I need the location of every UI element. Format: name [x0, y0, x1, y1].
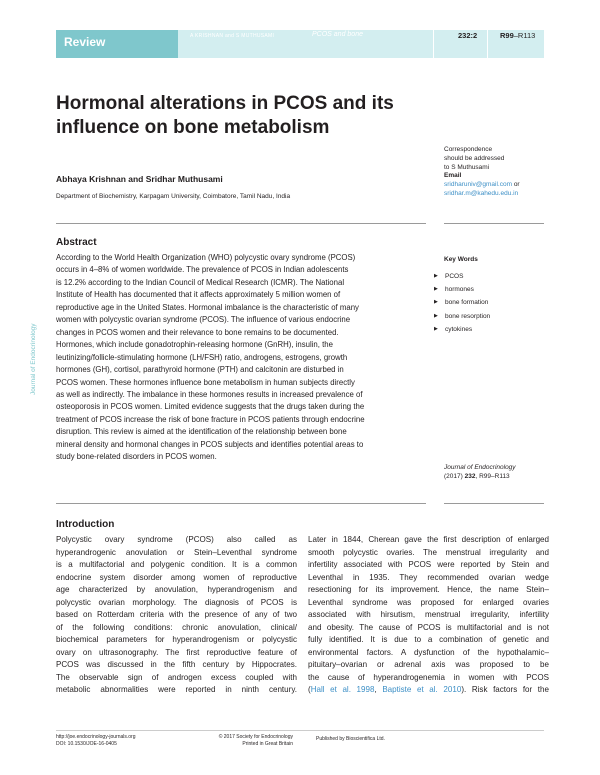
body-line: resectioning for its improvement. Hence, the name Stein–: [308, 585, 549, 594]
abstract-line: is 12.2% according to the Indian Council of Medical Research (ICMR). The National: [56, 277, 345, 287]
abstract-line: osteoporosis in PCOS women. Limited evidence suggests that the drugs taken during the: [56, 402, 365, 412]
abstract-line: women with polycystic ovarian syndrome (PCOS). The influence of various endocrine: [56, 315, 351, 325]
abstract-line: PCOS women. These hormones influence bone metabolism in human subjects directly: [56, 377, 355, 387]
triangle-bullet-icon: ▶: [434, 273, 438, 279]
keyword-label: bone formation: [445, 299, 489, 307]
abstract-line: Institute of Health has documented that it affects approximately 5 million women of: [56, 290, 341, 300]
keyword-label: PCOS: [445, 273, 464, 280]
running-section: PCOS and bone: [312, 31, 363, 38]
citation-line: (2017) 232, R99–R113: [444, 473, 510, 480]
body-line: polycystic ovarian morphology. The diagnosis of PCOS is: [56, 597, 297, 607]
body-line: biochemical parameters for hyperandrogenism or polycystic: [56, 635, 297, 644]
keyword-item: [434, 283, 490, 296]
body-line: The observable sign of androgen excess coupled with: [56, 672, 297, 682]
footer-divider: [56, 730, 544, 731]
abstract-line: hormones (GH), cortisol, parathyroid hormone (PTH) and calcitonin are disturbed in: [56, 365, 344, 375]
header-pages: [500, 31, 535, 40]
corr-email-line: [444, 181, 544, 190]
keyword-item: [434, 270, 490, 283]
triangle-bullet-icon: ▶: [434, 325, 438, 332]
body-line: endocrine system disorder among women of reproductive: [56, 572, 297, 582]
keyword-label: cytokines: [445, 325, 473, 333]
abstract-line: According to the World Health Organization (WHO) polycystic ovary syndrome (PCOS): [56, 253, 356, 262]
header-volume: 232:2: [458, 31, 478, 40]
reference-link[interactable]: Baptiste et al. 2010: [382, 685, 462, 694]
citation-volume: 232: [464, 473, 476, 480]
corr-line: should be addressed: [444, 154, 505, 162]
article-authors: Abhaya Krishnan and Sridhar Muthusami: [56, 174, 223, 184]
text-fragment: (: [308, 685, 311, 694]
header-divider: [433, 30, 434, 58]
intro-right-column: [308, 534, 549, 697]
keywords-heading: Key Words: [444, 256, 478, 263]
divider: [444, 503, 544, 504]
triangle-bullet-icon: ▶: [434, 286, 438, 293]
email-link-1[interactable]: sridharuniv@gmail.com: [444, 181, 513, 189]
body-line: and obesity. The cause of PCOS is multifactorial and is not: [308, 622, 549, 632]
text-fragment: ,: [374, 685, 383, 694]
section-tab-label: Review: [64, 35, 106, 49]
body-line: is a multifactorial and polygenic condition. It is a common: [56, 560, 297, 569]
article-title: Hormonal alterations in PCOS and its influence on bone metabolism: [56, 93, 394, 138]
corr-or: or: [512, 181, 520, 189]
keyword-item: [434, 323, 490, 336]
header-divider: [487, 30, 488, 58]
abstract-line: changes in PCOS women and their relevance to bone remains to be documented.: [56, 327, 339, 337]
keyword-item: [434, 310, 490, 323]
body-line: hyperandrogenic anovulation or Stein–Leventhal syndrome: [56, 547, 297, 557]
body-line: Polycystic ovary syndrome (PCOS) also called as: [56, 535, 297, 544]
footer-copyright: © 2017 Society for Endocrinology: [218, 734, 293, 740]
abstract-line: Hormones, which include gonadotrophin-releasing hormone (GnRH), insulin, the: [56, 340, 333, 350]
body-line: ovary on ultrasonography. The first reproductive feature of: [56, 647, 297, 657]
body-line: PCOS was discussed in the fifth century by Hippocrates.: [56, 660, 297, 669]
abstract-line: mineral density and hormonal changes in PCOS subjects and identifies potential areas to: [56, 439, 364, 449]
abstract-line: treatment of PCOS increase the risk of bone fracture in PCOS patients through endocrine: [56, 414, 365, 424]
abstract-line: leutinizing/follicle-stimulating hormone (LH/FSH) ratio, androgens, estrogens, growth: [56, 352, 348, 362]
body-line: infertility associated with PCOS were reported by Stein and: [308, 560, 549, 569]
body-line: associated with hirsutism, menstrual irregularity, infertility: [308, 610, 549, 619]
side-journal-name: Journal of Endocrinology: [30, 323, 37, 395]
corr-line: Correspondence: [444, 146, 493, 153]
corr-line: to S Muthusami: [444, 163, 490, 171]
body-line: [308, 684, 549, 697]
divider: [56, 223, 426, 224]
footer-left: [56, 734, 136, 748]
text-fragment: ). Risk factors for the: [461, 685, 549, 694]
header-pages-end: –R113: [513, 31, 536, 40]
keywords-list: [434, 270, 490, 336]
citation-journal: Journal of Endocrinology: [444, 464, 516, 471]
body-line: Later in 1844, Cherean gave the first description of enlarged: [308, 535, 549, 544]
corr-email-label: Email: [444, 172, 462, 180]
body-line: age characterized by anovulation, hyperandrogenism and: [56, 585, 297, 594]
abstract-line: disruption. This review is aimed at the identification of the relationship between bone: [56, 427, 347, 437]
keyword-label: bone resorption: [445, 312, 491, 320]
body-line: Leventhal syndrome was proposed for enlarged ovaries: [308, 597, 549, 607]
triangle-bullet-icon: ▶: [434, 299, 438, 306]
body-line: environmental factors. A dysfunction of the hypothalamic–: [308, 647, 549, 657]
email-link-2[interactable]: sridhar.m@kahedu.edu.in: [444, 189, 519, 197]
body-line: of the following conditions: chronic anovulation, clinical/: [56, 622, 297, 632]
body-line: pituitary–ovarian or adrenal axis was proposed to be: [308, 660, 549, 669]
abstract-line: occurs in 4–8% of women worldwide. The prevalence of PCOS in Indian adolescents: [56, 265, 349, 275]
running-authors: A KRISHNAN and S MUTHUSAMI: [190, 33, 275, 39]
journal-url-link[interactable]: http://joe.endocrinology-journals.org: [56, 734, 136, 740]
body-line: the cause of hyperandrogenemia in women with PCOS: [308, 672, 549, 682]
intro-left-column: [56, 534, 297, 697]
abstract-heading: Abstract: [56, 237, 97, 248]
body-line: based on Rotterdam criteria with the presence of any of two: [56, 610, 297, 619]
body-line: metabolic abnormalities were reported in ninth century.: [56, 685, 297, 694]
triangle-bullet-icon: ▶: [434, 312, 438, 319]
body-line: smooth polycystic ovaries. The menstrual irregularity and: [308, 547, 549, 557]
abstract-line: reproductive age in the United States. Hormonal imbalance is the characteristic of many: [56, 302, 359, 312]
footer-doi: DOI: 10.1530/JOE-16-0405: [56, 741, 117, 747]
reference-link[interactable]: Hall et al. 1998: [310, 685, 375, 694]
footer-publisher: Published by Bioscientifica Ltd.: [316, 736, 385, 742]
article-affiliation: Department of Biochemistry, Karpagam University, Coimbatore, Tamil Nadu, India: [56, 193, 291, 200]
keyword-item: [434, 296, 490, 309]
footer-printed: Printed in Great Britain: [242, 741, 293, 747]
keyword-label: hormones: [445, 286, 474, 294]
abstract-body: [56, 252, 422, 464]
introduction-heading: Introduction: [56, 519, 115, 530]
divider: [56, 503, 426, 504]
body-line: fully identified. It is due to a combination of genetic and: [308, 635, 549, 644]
correspondence-block: [444, 146, 544, 199]
footer-middle: [200, 734, 293, 748]
divider: [444, 223, 544, 224]
citation-block: [444, 463, 544, 481]
abstract-line: as well as indirectly. The imbalance in these hormones results in increased prevalence of: [56, 389, 363, 399]
header-pages-start: R99: [500, 31, 514, 40]
body-line: Leventhal in 1935. They recommended ovarian wedge: [308, 572, 549, 582]
abstract-line: study bone-related disorders in PCOS women.: [56, 452, 217, 462]
